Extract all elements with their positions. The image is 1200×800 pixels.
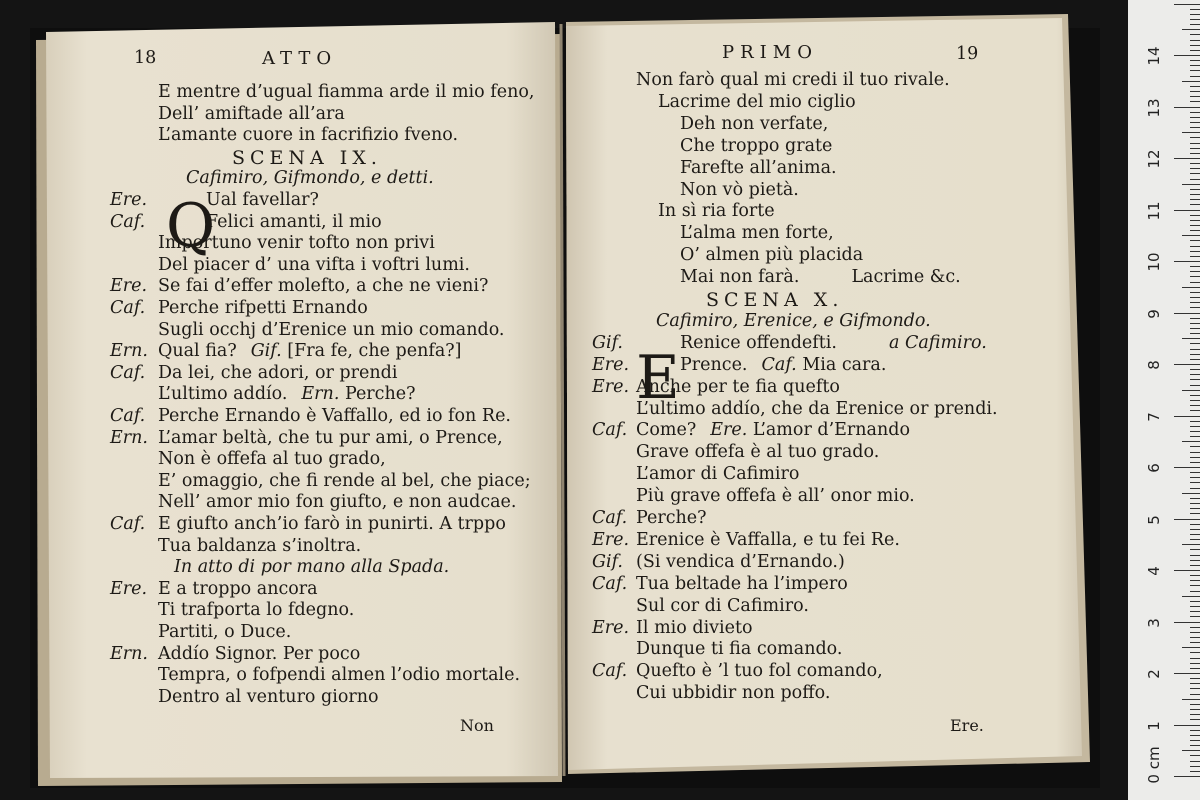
ruler-tick: [1190, 204, 1200, 205]
page-number: 18: [134, 48, 157, 68]
ruler-tick: [1190, 560, 1200, 561]
ruler-tick: [1190, 354, 1200, 355]
line-text: Prence.: [680, 354, 748, 375]
ruler-tick: [1182, 235, 1200, 236]
line-text: E mentre d’ugual fiamma arde il mio feno,: [158, 82, 535, 102]
ruler-tick: [1190, 565, 1200, 566]
ruler-tick: [1190, 668, 1200, 669]
line-text: Non vò pietà.: [680, 179, 799, 200]
line-text: Lacrime del mio ciglio: [658, 91, 856, 112]
ruler-tick: [1190, 472, 1200, 473]
text-line: [636, 617, 753, 638]
text-line: [636, 376, 840, 397]
ruler-tick: [1190, 76, 1200, 77]
catchword: Ere.: [950, 716, 984, 735]
ruler-tick: [1190, 714, 1200, 715]
ruler-tick: [1190, 173, 1200, 174]
line-text: Cafimiro, Erenice, e Gifmondo.: [656, 310, 931, 331]
line-text: Sul cor di Cafimiro.: [636, 595, 809, 616]
ruler-tick: [1190, 240, 1200, 241]
ruler-tick: [1190, 276, 1200, 277]
text-line: [656, 310, 931, 331]
ruler-tick: [1190, 225, 1200, 226]
ruler-tick: [1190, 539, 1200, 540]
ruler-tick: [1190, 86, 1200, 87]
text-line: [636, 595, 809, 616]
ruler-tick: [1190, 230, 1200, 231]
ruler-tick: [1190, 642, 1200, 643]
line-text: L’amor d’Ernando: [752, 420, 910, 441]
ruler-tick: [1190, 96, 1200, 97]
ruler-number: 1: [1145, 720, 1163, 731]
ruler-tick: [1190, 426, 1200, 427]
ruler-tick: [1190, 137, 1200, 138]
text-line: [636, 641, 842, 659]
speaker-label: Ere.: [592, 617, 630, 638]
measurement-ruler: [1128, 0, 1200, 800]
ruler-tick: [1190, 199, 1200, 200]
ruler-tick: [1182, 81, 1200, 82]
line-text: Più grave offefa è all’ onor mio.: [636, 486, 915, 507]
ruler-tick: [1190, 580, 1200, 581]
line-text: L’ultimo addío, che da Erenice or prendi.: [636, 398, 998, 419]
ruler-tick: [1190, 302, 1200, 303]
ruler-tick: [1190, 40, 1200, 41]
ruler-tick: [1190, 256, 1200, 257]
line-text: Anche per te fia quefto: [636, 376, 840, 397]
line-text: E a troppo ancora: [158, 578, 318, 599]
ruler-tick: [1190, 220, 1200, 221]
ruler-tick: [1190, 65, 1200, 66]
speaker-label: Caf.: [110, 298, 146, 318]
ruler-tick: [1190, 374, 1200, 375]
speaker-label: Caf.: [592, 573, 628, 594]
text-line: [636, 422, 910, 440]
ruler-tick: [1190, 266, 1200, 267]
speaker-label: Caf.: [110, 211, 146, 232]
text-line: [658, 91, 856, 112]
ruler-tick: [1182, 390, 1200, 391]
ruler-tick: [1190, 658, 1200, 659]
ruler-tick: [1190, 704, 1200, 705]
ruler-tick: [1190, 529, 1200, 530]
ruler-tick: [1190, 616, 1200, 617]
ruler-number: 3: [1145, 617, 1163, 628]
ruler-tick: [1190, 400, 1200, 401]
line-text: L’alma men forte,: [680, 223, 834, 244]
ruler-tick: [1174, 210, 1200, 211]
text-line: [680, 179, 799, 200]
line-text: Perche?: [636, 508, 707, 528]
text-line: [680, 157, 837, 178]
speaker-label: Ern.: [110, 427, 148, 448]
text-line: [636, 466, 799, 484]
ruler-number: 7: [1145, 411, 1163, 422]
ruler-tick: [1190, 318, 1200, 319]
ruler-number: 6: [1145, 463, 1163, 473]
line-text: Tua beltade ha l’impero: [636, 573, 848, 594]
speaker-label: Ere.: [110, 276, 148, 297]
speaker-label: Ere.: [592, 376, 630, 397]
speaker-label: Caf.: [110, 362, 146, 383]
line-text: Perche Ernando è Vaffallo, ed io fon Re.: [158, 406, 511, 426]
speaker-label: Caf.: [110, 406, 146, 426]
ruler-tick: [1174, 776, 1200, 777]
speaker-label: Caf.: [592, 661, 628, 682]
ruler-tick: [1190, 307, 1200, 308]
page-number: 19: [956, 44, 979, 64]
ruler-tick: [1190, 410, 1200, 411]
line-text: Da lei, che adori, or prendi: [158, 362, 398, 383]
line-text: Del piacer d’ una vifta i voftri lumi.: [158, 254, 470, 275]
ruler-tick: [1182, 29, 1200, 30]
ruler-tick: [1190, 591, 1200, 592]
line-text: Felici amanti, il mio: [206, 211, 382, 232]
text-line: [680, 269, 961, 287]
line-text: Che troppo grate: [680, 135, 833, 156]
ruler-number: 4: [1145, 566, 1163, 576]
speaker-label: Ere.: [710, 420, 753, 441]
ruler-tick: [1190, 498, 1200, 499]
ruler-number: 5: [1145, 514, 1163, 525]
speaker-label: Gif.: [592, 551, 623, 572]
ruler-tick: [1190, 333, 1200, 334]
text-line: [680, 225, 834, 243]
speaker-label: Caf.: [110, 514, 146, 534]
line-text: Partiti, o Duce.: [158, 622, 292, 642]
speaker-label: Ern.: [110, 341, 148, 362]
ruler-tick: [1190, 34, 1200, 35]
line-text: Sugli occhj d’Erenice un mio comando.: [158, 319, 505, 340]
ruler-tick: [1174, 673, 1200, 674]
ruler-tick: [1190, 740, 1200, 741]
ruler-tick: [1190, 452, 1200, 453]
line-text: Farefte all’anima.: [680, 157, 837, 178]
line-text: Lacrime &c.: [851, 267, 961, 288]
ruler-number: 14: [1145, 46, 1163, 66]
ruler-tick: [1190, 143, 1200, 144]
line-text: In atto di por mano alla Spada.: [174, 557, 450, 578]
line-text: Qual fia?: [158, 341, 237, 362]
ruler-tick: [1190, 251, 1200, 252]
line-text: Erenice è Vaffalla, e tu fei Re.: [636, 529, 900, 550]
text-line: [636, 510, 707, 528]
ruler-number: 11: [1145, 200, 1163, 221]
ruler-tick: [1174, 107, 1200, 108]
ruler-tick: [1190, 194, 1200, 195]
text-line: [680, 135, 833, 156]
ruler-tick: [1190, 19, 1200, 20]
ruler-tick: [1190, 761, 1200, 762]
ruler-tick: [1182, 287, 1200, 288]
ruler-tick: [1190, 462, 1200, 463]
text-line: [680, 247, 863, 265]
speaker-label: Caf.: [592, 420, 628, 441]
ruler-tick: [1174, 416, 1200, 417]
line-text: E giufto anch’io farò in punirti. A trppo: [158, 514, 506, 534]
ruler-tick: [1190, 730, 1200, 731]
ruler-tick: [1190, 127, 1200, 128]
ruler-tick: [1174, 725, 1200, 726]
text-line: [680, 354, 887, 375]
line-text: Cafimiro, Gifmondo, e detti.: [186, 168, 434, 189]
speaker-label: Caf.: [761, 354, 803, 375]
ruler-number: 13: [1145, 97, 1163, 118]
ruler-tick: [1190, 524, 1200, 525]
ruler-tick: [1182, 596, 1200, 597]
ruler-number: 8: [1145, 360, 1163, 370]
line-text: [Fra fe, che penfa?]: [287, 341, 462, 362]
line-text: L’ultimo addío.: [158, 384, 288, 405]
ruler-tick: [1190, 91, 1200, 92]
ruler-tick: [1190, 627, 1200, 628]
ruler-tick: [1190, 555, 1200, 556]
ruler-number: 9: [1145, 308, 1163, 319]
ruler-tick: [1190, 606, 1200, 607]
ruler-tick: [1190, 148, 1200, 149]
ruler-tick: [1190, 688, 1200, 689]
ruler-tick: [1182, 647, 1200, 648]
ruler-tick: [1190, 719, 1200, 720]
speaker-label: Ere.: [110, 190, 148, 210]
ruler-tick: [1190, 585, 1200, 586]
line-text: In sì ria forte: [658, 201, 775, 222]
text-line: [636, 551, 845, 572]
ruler-tick: [1174, 622, 1200, 623]
catchword: Non: [460, 716, 494, 735]
ruler-tick: [1190, 663, 1200, 664]
ruler-tick: [1174, 4, 1200, 5]
ruler-tick: [1190, 575, 1200, 576]
text-line: [636, 488, 915, 506]
ruler-tick: [1182, 493, 1200, 494]
line-text: Tempra, o fofpendi almen l’odio mortale.: [158, 665, 521, 686]
ruler-tick: [1190, 70, 1200, 71]
ruler-tick: [1190, 694, 1200, 695]
line-text: E’ omaggio, che fi rende al bel, che piace;: [158, 470, 531, 491]
ruler-tick: [1190, 436, 1200, 437]
line-text: Perche?: [344, 384, 416, 405]
ruler-tick: [1182, 750, 1200, 751]
line-text: Nell’ amor mio fon giufto, e non audcae.: [158, 492, 517, 513]
line-text: Perche rifpetti Ernando: [158, 298, 368, 318]
ruler-tick: [1190, 611, 1200, 612]
line-text: (Si vendica d’Ernando.): [636, 551, 845, 572]
speaker-label: Gif.: [250, 341, 288, 362]
line-text: Quefto è ’l tuo fol comando,: [636, 661, 883, 682]
text-line: [636, 529, 900, 550]
ruler-tick: [1190, 24, 1200, 25]
ruler-tick: [1190, 766, 1200, 767]
ruler-tick: [1190, 369, 1200, 370]
ruler-tick: [1190, 359, 1200, 360]
text-line: [680, 113, 829, 134]
line-text: Importuno venir tofto non privi: [158, 233, 435, 254]
ruler-number: 12: [1145, 149, 1163, 169]
ruler-number: 2: [1145, 669, 1163, 679]
ruler-tick: [1190, 101, 1200, 102]
ruler-tick: [1190, 755, 1200, 756]
speaker-label: Ere.: [110, 578, 148, 599]
ruler-tick: [1190, 14, 1200, 15]
ruler-tick: [1174, 313, 1200, 314]
ruler-tick: [1190, 343, 1200, 344]
ruler-tick: [1190, 282, 1200, 283]
ruler-number: 10: [1145, 252, 1163, 272]
line-text: a Cafimiro.: [888, 332, 987, 353]
ruler-tick: [1182, 441, 1200, 442]
ruler-tick: [1190, 122, 1200, 123]
line-text: Dell’ amiftade all’ara: [158, 103, 345, 124]
line-text: Mai non farà.: [680, 267, 800, 288]
speaker-label: Ere.: [592, 354, 630, 375]
ruler-tick: [1182, 184, 1200, 185]
ruler-tick: [1174, 570, 1200, 571]
line-text: Dunque ti fia comando.: [636, 639, 843, 660]
ruler-tick: [1174, 364, 1200, 365]
ruler-tick: [1190, 549, 1200, 550]
ruler-tick: [1190, 735, 1200, 736]
line-text: Ti trafporta lo fdegno.: [158, 600, 355, 621]
ruler-tick: [1190, 163, 1200, 164]
ruler-tick: [1190, 771, 1200, 772]
ruler-tick: [1190, 745, 1200, 746]
line-text: Non farò qual mi credi il tuo rivale.: [636, 70, 950, 90]
text-line: [636, 663, 883, 681]
ruler-tick: [1190, 488, 1200, 489]
ruler-tick: [1190, 457, 1200, 458]
ruler-tick: [1190, 292, 1200, 293]
ruler-tick: [1190, 503, 1200, 504]
ruler-tick: [1190, 446, 1200, 447]
line-text: Cui ubbidir non poffo.: [636, 683, 831, 704]
ruler-tick: [1190, 482, 1200, 483]
ruler-tick: [1190, 328, 1200, 329]
ruler-tick: [1174, 467, 1200, 468]
ruler-tick: [1190, 709, 1200, 710]
running-head: PRIMO: [722, 42, 818, 63]
ruler-tick: [1190, 678, 1200, 679]
line-text: Non è offefa al tuo grado,: [158, 449, 386, 470]
ruler-tick: [1190, 534, 1200, 535]
ruler-tick: [1190, 513, 1200, 514]
line-text: O’ almen più placida: [680, 245, 864, 266]
ruler-tick: [1190, 297, 1200, 298]
ruler-tick: [1190, 421, 1200, 422]
ruler-tick: [1182, 699, 1200, 700]
text-line: [680, 332, 987, 353]
ruler-tick: [1190, 508, 1200, 509]
ruler-tick: [1174, 519, 1200, 520]
text-line: [658, 203, 775, 221]
line-text: Come?: [636, 420, 697, 441]
ruler-unit-label: 0 cm: [1145, 746, 1163, 784]
ruler-tick: [1190, 45, 1200, 46]
ruler-tick: [1190, 601, 1200, 602]
ruler-tick: [1190, 379, 1200, 380]
line-text: L’amar beltà, che tu pur ami, o Prence,: [158, 427, 503, 448]
text-line: [636, 573, 848, 594]
ruler-tick: [1190, 189, 1200, 190]
text-line: [636, 685, 830, 703]
ruler-tick: [1190, 385, 1200, 386]
ruler-tick: [1190, 632, 1200, 633]
ruler-tick: [1190, 405, 1200, 406]
ruler-tick: [1182, 544, 1200, 545]
ruler-tick: [1190, 246, 1200, 247]
ruler-tick: [1190, 683, 1200, 684]
ruler-tick: [1190, 60, 1200, 61]
text-line: [636, 398, 998, 419]
ruler-tick: [1190, 179, 1200, 180]
ruler-tick: [1190, 652, 1200, 653]
line-text: Dentro al venturo giorno: [158, 686, 379, 707]
text-line: [636, 444, 879, 462]
ruler-tick: [1174, 55, 1200, 56]
line-text: Ual favellar?: [206, 190, 319, 210]
ruler-tick: [1174, 261, 1200, 262]
line-text: Grave offefa è al tuo grado.: [636, 442, 880, 463]
ruler-tick: [1190, 215, 1200, 216]
speaker-label: Ern.: [301, 384, 345, 405]
text-line: [636, 72, 950, 90]
line-text: L’amor di Cafimiro: [636, 464, 800, 485]
ruler-tick: [1190, 271, 1200, 272]
ruler-tick: [1190, 477, 1200, 478]
line-text: Deh non verfate,: [680, 113, 829, 134]
ruler-tick: [1182, 132, 1200, 133]
running-head: ATTO: [262, 48, 338, 69]
line-text: Renice offendefti.: [680, 332, 837, 353]
speaker-label: Ern.: [110, 643, 148, 664]
ruler-tick: [1190, 431, 1200, 432]
speaker-label: Caf.: [592, 508, 628, 528]
ruler-tick: [1190, 153, 1200, 154]
line-text: Mia cara.: [802, 354, 887, 375]
ruler-tick: [1182, 338, 1200, 339]
line-text: L’amante cuore in facrifizio fveno.: [158, 125, 459, 146]
ruler-tick: [1190, 9, 1200, 10]
dropcap: Q: [166, 191, 216, 261]
speaker-label: Gif.: [592, 332, 623, 353]
ruler-tick: [1190, 50, 1200, 51]
line-text: Il mio divieto: [636, 617, 753, 638]
scene-heading: [706, 291, 843, 310]
ruler-tick: [1190, 349, 1200, 350]
ruler-tick: [1174, 158, 1200, 159]
ruler-tick: [1190, 323, 1200, 324]
ruler-tick: [1190, 117, 1200, 118]
line-text: Addío Signor. Per poco: [158, 643, 361, 664]
line-text: SCENA IX.: [232, 146, 382, 169]
dropcap: E: [636, 343, 680, 413]
line-text: SCENA X.: [706, 289, 844, 311]
ruler-tick: [1190, 395, 1200, 396]
speaker-label: Ere.: [592, 529, 630, 550]
line-text: Tua baldanza s’inoltra.: [158, 535, 362, 556]
line-text: Se fai d’effer molefto, a che ne vieni?: [158, 276, 489, 297]
ruler-tick: [1190, 168, 1200, 169]
ruler-tick: [1190, 112, 1200, 113]
ruler-tick: [1190, 637, 1200, 638]
